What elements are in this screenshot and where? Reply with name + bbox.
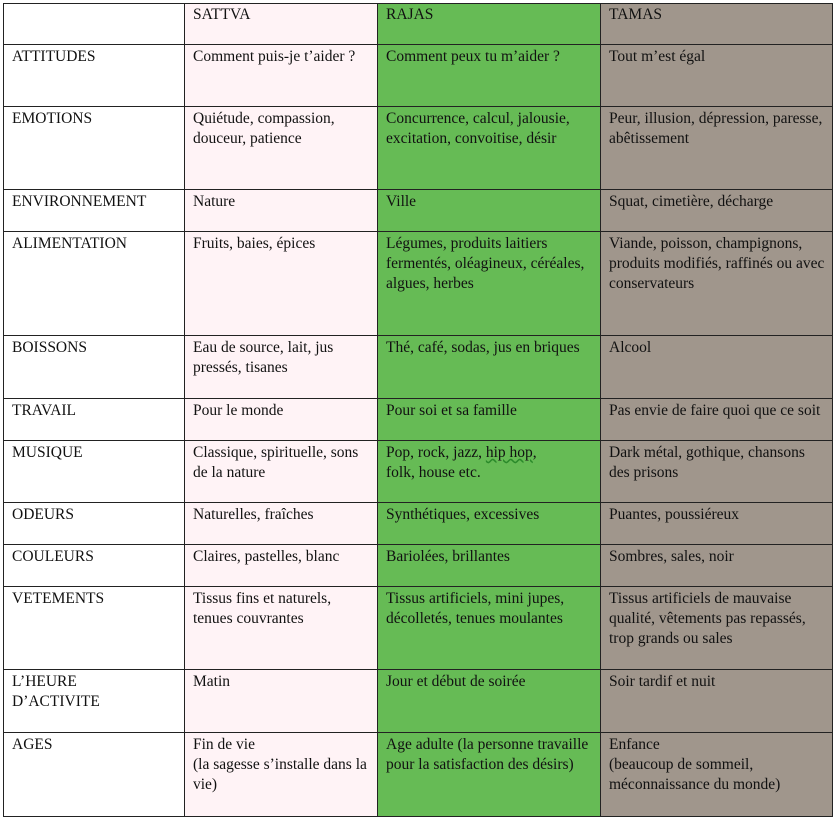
spellcheck-flagged-word: hip hop xyxy=(485,444,533,461)
rajas-cell: Jour et début de soirée xyxy=(378,670,601,733)
sattva-cell: Claires, pastelles, blanc xyxy=(185,545,378,587)
sattva-cell: Tissus fins et naturels, tenues couvrantes xyxy=(185,587,378,670)
tamas-cell: Puantes, poussiéreux xyxy=(601,503,833,545)
tamas-cell: Dark métal, gothique, chansons des prisons xyxy=(601,441,833,503)
header-sattva: SATTVA xyxy=(185,4,378,45)
row-category: ALIMENTATION xyxy=(4,232,185,336)
row-category: BOISSONS xyxy=(4,336,185,399)
table-row xyxy=(4,232,833,336)
table-row xyxy=(4,45,833,107)
rajas-cell: Pour soi et sa famille xyxy=(378,399,601,441)
tamas-cell: Enfance (beaucoup de sommeil, méconnaissance du monde) xyxy=(601,733,833,817)
rajas-cell: Ville xyxy=(378,190,601,232)
rajas-cell: Comment peux tu m’aider ? xyxy=(378,45,601,107)
rajas-cell: Age adulte (la personne travaille pour la satisfaction des désirs) xyxy=(378,733,601,817)
gunas-table xyxy=(3,3,833,817)
sattva-cell: Nature xyxy=(185,190,378,232)
rajas-cell: Thé, café, sodas, jus en briques xyxy=(378,336,601,399)
sattva-cell: Pour le monde xyxy=(185,399,378,441)
sattva-cell: Comment puis-je t’aider ? xyxy=(185,45,378,107)
tamas-cell: Tissus artificiels de mauvaise qualité, vêtements pas repassés, trop grands ou sales xyxy=(601,587,833,670)
table-row xyxy=(4,336,833,399)
rajas-cell: Synthétiques, excessives xyxy=(378,503,601,545)
row-category: AGES xyxy=(4,733,185,817)
tamas-cell: Pas envie de faire quoi que ce soit xyxy=(601,399,833,441)
row-category: EMOTIONS xyxy=(4,107,185,190)
table-row xyxy=(4,441,833,503)
table-row xyxy=(4,545,833,587)
row-category: L’HEURE D’ACTIVITE xyxy=(4,670,185,733)
row-category: ENVIRONNEMENT xyxy=(4,190,185,232)
rajas-text-end: , folk, house etc. xyxy=(386,444,537,481)
row-category: COULEURS xyxy=(4,545,185,587)
row-category: ODEURS xyxy=(4,503,185,545)
row-category: MUSIQUE xyxy=(4,441,185,503)
table-row xyxy=(4,587,833,670)
tamas-cell: Peur, illusion, dépression, paresse, abêtissement xyxy=(601,107,833,190)
row-category: VETEMENTS xyxy=(4,587,185,670)
rajas-cell: Concurrence, calcul, jalousie, excitation, convoitise, désir xyxy=(378,107,601,190)
header-row xyxy=(4,4,833,45)
sattva-cell: Eau de source, lait, jus pressés, tisanes xyxy=(185,336,378,399)
tamas-cell: Squat, cimetière, décharge xyxy=(601,190,833,232)
header-tamas: TAMAS xyxy=(601,4,833,45)
table-row xyxy=(4,190,833,232)
sattva-cell: Matin xyxy=(185,670,378,733)
row-category: ATTITUDES xyxy=(4,45,185,107)
table-row xyxy=(4,670,833,733)
tamas-cell: Tout m’est égal xyxy=(601,45,833,107)
row-category: TRAVAIL xyxy=(4,399,185,441)
sattva-cell: Fin de vie (la sagesse s’installe dans la vie) xyxy=(185,733,378,817)
rajas-text-start: Pop, rock, jazz, xyxy=(386,444,486,461)
sattva-cell: Classique, spirituelle, sons de la nature xyxy=(185,441,378,503)
table-row xyxy=(4,107,833,190)
tamas-cell: Alcool xyxy=(601,336,833,399)
sattva-cell: Fruits, baies, épices xyxy=(185,232,378,336)
header-empty-cell xyxy=(4,4,185,45)
table-row xyxy=(4,733,833,817)
rajas-cell xyxy=(378,441,601,503)
tamas-cell: Viande, poisson, champignons, produits modifiés, raffinés ou avec conservateurs xyxy=(601,232,833,336)
table-row xyxy=(4,399,833,441)
sattva-cell: Naturelles, fraîches xyxy=(185,503,378,545)
sattva-cell: Quiétude, compassion, douceur, patience xyxy=(185,107,378,190)
table-row xyxy=(4,503,833,545)
tamas-cell: Sombres, sales, noir xyxy=(601,545,833,587)
rajas-cell: Bariolées, brillantes xyxy=(378,545,601,587)
rajas-cell: Légumes, produits laitiers fermentés, oléagineux, céréales, algues, herbes xyxy=(378,232,601,336)
rajas-cell: Tissus artificiels, mini jupes, décolletés, tenues moulantes xyxy=(378,587,601,670)
header-rajas: RAJAS xyxy=(378,4,601,45)
tamas-cell: Soir tardif et nuit xyxy=(601,670,833,733)
